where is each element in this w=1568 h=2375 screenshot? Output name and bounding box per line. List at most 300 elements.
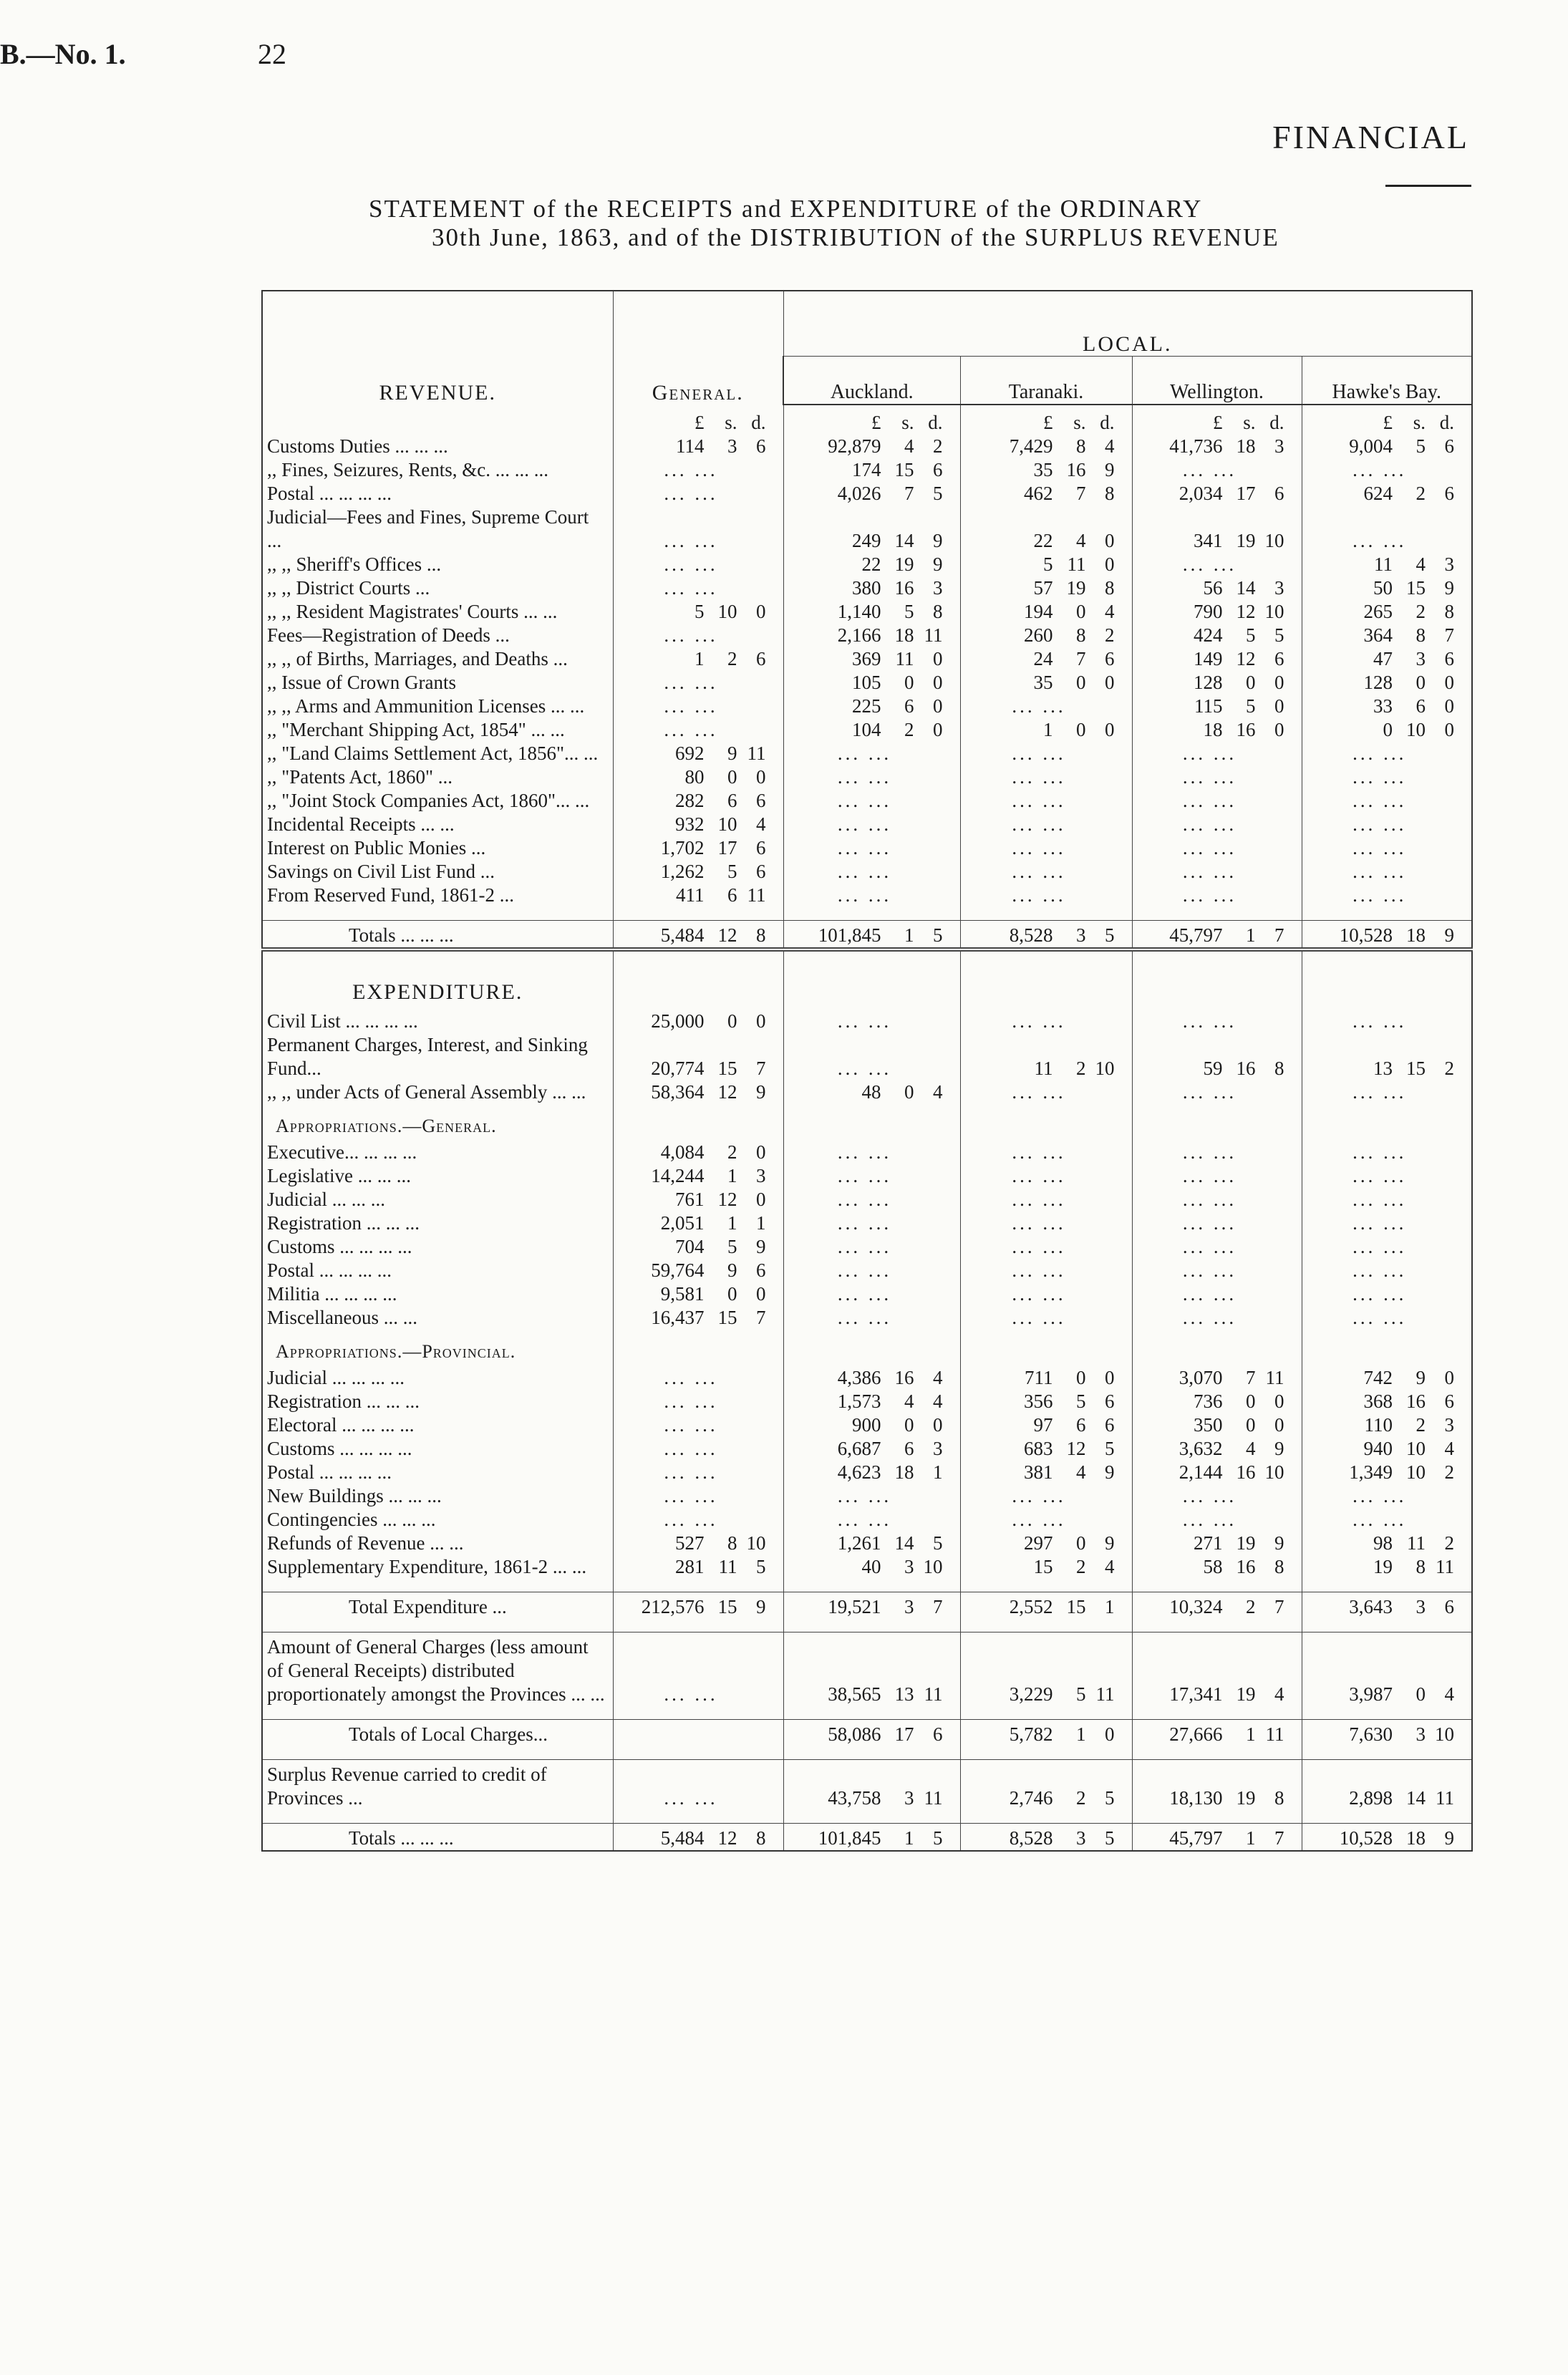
- amount-cell: [613, 765, 783, 789]
- blank-cell: [1132, 1746, 1302, 1760]
- shillings: 19: [1236, 1787, 1256, 1809]
- pounds: 58: [1203, 1556, 1223, 1577]
- row-label: Postal ... ... ... ...: [262, 1259, 613, 1282]
- revenue-row: [262, 671, 1472, 695]
- provincial-appropriation-row: [262, 1508, 1472, 1532]
- blank-cell: [960, 1706, 1132, 1720]
- pence: 11: [924, 1787, 943, 1809]
- amount-cell: [960, 1461, 1132, 1484]
- pounds: 260: [1024, 624, 1053, 646]
- amount: [614, 789, 783, 813]
- pence: 0: [1274, 1390, 1284, 1412]
- row-label: ,, ,, Resident Magistrates' Courts ... ...: [262, 600, 613, 624]
- blank-cell: [1302, 1746, 1472, 1760]
- shillings: 15: [717, 1307, 737, 1328]
- pence: 11: [1436, 1556, 1454, 1577]
- amount: [1302, 1595, 1472, 1619]
- amount: [1133, 1723, 1302, 1746]
- general-appropriation-row: [262, 1306, 1472, 1330]
- amount-cell: [1302, 1413, 1472, 1437]
- revenue-row: [262, 695, 1472, 718]
- revenue-row: [262, 765, 1472, 789]
- amount: [614, 1010, 783, 1033]
- pounds: 101,845: [818, 1827, 881, 1849]
- empty-marker: ... ...: [1352, 1307, 1407, 1328]
- amount-cell: [960, 1259, 1132, 1282]
- pence: 2: [1444, 1461, 1454, 1483]
- empty-marker: ... ...: [1012, 1509, 1066, 1530]
- pence: 6: [1444, 1596, 1454, 1617]
- pence: 0: [1444, 719, 1454, 740]
- row-label: ,, Issue of Crown Grants: [262, 671, 613, 695]
- provincial-appropriation-row: [262, 1461, 1472, 1484]
- pence: 11: [924, 1683, 943, 1705]
- amount-cell: [960, 742, 1132, 765]
- statement-body: [262, 405, 1472, 1851]
- pounds: 297: [1024, 1532, 1053, 1554]
- pounds: 281: [675, 1556, 705, 1577]
- shillings: 18: [1406, 1827, 1426, 1849]
- amount: [961, 482, 1132, 506]
- empty-marker: ... ...: [1012, 1259, 1066, 1281]
- unit-shillings: s.: [1413, 412, 1426, 433]
- shillings: 5: [727, 861, 737, 882]
- unit-shillings: s.: [725, 412, 737, 433]
- pounds: 104: [852, 719, 881, 740]
- amount-cell: [783, 506, 960, 553]
- local-column-header: LOCAL.: [783, 291, 1472, 357]
- amount-cell: [960, 765, 1132, 789]
- amount-cell: [783, 1555, 960, 1579]
- amount-cell: [613, 1188, 783, 1211]
- blank-cell: [1132, 1706, 1302, 1720]
- pence: 0: [756, 1189, 766, 1210]
- amount-cell: [1302, 1282, 1472, 1306]
- amount-cell: [1302, 884, 1472, 907]
- amount-cell: [783, 1211, 960, 1235]
- empty-marker: ... ...: [664, 577, 718, 599]
- amount: [1302, 1057, 1472, 1080]
- shillings: 7: [904, 483, 914, 504]
- empty-marker: ... ...: [837, 1307, 892, 1328]
- amount: [1133, 1555, 1302, 1579]
- amount-cell: [1302, 836, 1472, 860]
- shillings: 1: [727, 1165, 737, 1186]
- row-label: ,, ,, under Acts of General Assembly ... ...: [262, 1080, 613, 1104]
- empty-marker: ... ...: [837, 1259, 892, 1281]
- revenue-row: [262, 458, 1472, 482]
- amount-cell: [783, 695, 960, 718]
- amount: [784, 529, 960, 553]
- pence: 8: [1105, 577, 1115, 599]
- amount: [961, 1057, 1132, 1080]
- pence: 4: [1105, 1556, 1115, 1577]
- amount: [784, 1555, 960, 1579]
- pounds: 24: [1033, 648, 1053, 669]
- shillings: 1: [1246, 1723, 1256, 1745]
- general-appropriation-row: [262, 1259, 1472, 1282]
- shillings: 3: [727, 435, 737, 457]
- amount-cell: [783, 1720, 960, 1747]
- amount: [1133, 1057, 1302, 1080]
- amount: [1133, 1532, 1302, 1555]
- amount-cell: [960, 1235, 1132, 1259]
- shillings: 15: [717, 1058, 737, 1079]
- amount: [614, 1080, 783, 1104]
- amount-cell: [960, 1306, 1132, 1330]
- pounds: 462: [1024, 483, 1053, 504]
- pence: 9: [1105, 459, 1115, 480]
- unit-shillings: s.: [1073, 412, 1086, 433]
- pounds: 3,987: [1349, 1683, 1393, 1705]
- amount: [1133, 1786, 1302, 1810]
- amount-cell: [1132, 1010, 1302, 1033]
- amount: [784, 1461, 960, 1484]
- spacer-row: [262, 1579, 1472, 1592]
- pounds: 4,623: [837, 1461, 881, 1483]
- pence: 0: [756, 766, 766, 788]
- blank-cell: [1132, 1330, 1302, 1366]
- general-appropriations-heading: [262, 1104, 1472, 1141]
- pounds: 10,324: [1169, 1596, 1223, 1617]
- spacer-row: [262, 949, 1472, 964]
- amount: [784, 1437, 960, 1461]
- pounds: 8,528: [1009, 1827, 1053, 1849]
- shillings: 11: [718, 1556, 737, 1577]
- provincial-appropriation-row: [262, 1437, 1472, 1461]
- amount-cell: [1132, 836, 1302, 860]
- empty-marker: ... ...: [1352, 1189, 1407, 1210]
- pounds: 10,528: [1339, 924, 1393, 946]
- shillings: 16: [1236, 1556, 1256, 1577]
- amount: [1302, 718, 1472, 742]
- pence: 3: [756, 1165, 766, 1186]
- row-label: From Reserved Fund, 1861-2 ...: [262, 884, 613, 907]
- amount-cell: [1132, 458, 1302, 482]
- amount-cell: [1132, 506, 1302, 553]
- empty-marker: ... ...: [1012, 743, 1066, 764]
- amount: [1302, 671, 1472, 695]
- amount-cell: [613, 789, 783, 813]
- amount-cell: [783, 458, 960, 482]
- pounds: 128: [1194, 672, 1223, 693]
- amount-cell: [783, 624, 960, 647]
- blank-cell: [613, 1330, 783, 1366]
- row-label: ,, ,, Sheriff's Offices ...: [262, 553, 613, 576]
- amount-cell: [783, 1010, 960, 1033]
- pounds: 80: [684, 766, 705, 788]
- pence: 5: [1105, 1787, 1115, 1809]
- pence: 0: [1444, 695, 1454, 717]
- empty-marker: ... ...: [1352, 1259, 1407, 1281]
- revenue-row: [262, 813, 1472, 836]
- pounds: 110: [1364, 1414, 1393, 1436]
- empty-marker: ... ...: [664, 695, 718, 717]
- pounds: 19,521: [828, 1596, 881, 1617]
- shillings: 5: [727, 1236, 737, 1257]
- amount-cell: [1132, 1437, 1302, 1461]
- amount-cell: [1132, 647, 1302, 671]
- amount: [961, 529, 1132, 553]
- amount: [1302, 1461, 1472, 1484]
- pence: 0: [1105, 719, 1115, 740]
- totals-local-charges-row: [262, 1720, 1472, 1747]
- pounds: 17,341: [1169, 1683, 1223, 1705]
- amount-cell: [613, 1235, 783, 1259]
- pence: 10: [923, 1556, 943, 1577]
- revenue-column-header: REVENUE.: [262, 291, 613, 405]
- pence: 7: [1274, 1596, 1284, 1617]
- shillings: 0: [904, 1081, 914, 1103]
- amount: [614, 742, 783, 765]
- unit-pounds: £: [1043, 412, 1053, 433]
- pounds: 14,244: [651, 1165, 705, 1186]
- blank-cell: [1132, 907, 1302, 921]
- blank-cell: [1302, 1104, 1472, 1141]
- amount: [784, 671, 960, 695]
- shillings: 4: [1246, 1438, 1256, 1459]
- amount: [784, 1366, 960, 1390]
- pence: 4: [756, 813, 766, 835]
- page-number: 22: [258, 38, 286, 70]
- blank-cell: [960, 1104, 1132, 1141]
- pence: 9: [756, 1236, 766, 1257]
- provincial-appropriation-row: [262, 1413, 1472, 1437]
- pounds: 5,484: [660, 924, 705, 946]
- blank-cell: [783, 949, 960, 964]
- pounds: 2,898: [1349, 1787, 1393, 1809]
- pence: 4: [1105, 601, 1115, 622]
- empty-marker: ... ...: [1352, 459, 1407, 480]
- pounds: 364: [1363, 624, 1393, 646]
- pence: 1: [756, 1212, 766, 1234]
- pence: 0: [1105, 672, 1115, 693]
- pence: 0: [1274, 695, 1284, 717]
- amount-cell: [613, 1164, 783, 1188]
- pounds: 790: [1194, 601, 1223, 622]
- row-label: Electoral ... ... ... ...: [262, 1413, 613, 1437]
- amount: [784, 1723, 960, 1746]
- shillings: 9: [727, 743, 737, 764]
- unit-pounds: £: [1213, 412, 1223, 433]
- amount-cell: [613, 1437, 783, 1461]
- empty-marker: ... ...: [1182, 743, 1237, 764]
- shillings: 0: [1076, 1532, 1086, 1554]
- shillings: 19: [1066, 577, 1086, 599]
- amount: [1133, 482, 1302, 506]
- shillings: 10: [717, 601, 737, 622]
- blank-cell: [1302, 907, 1472, 921]
- amount: [961, 576, 1132, 600]
- shillings: 16: [1066, 459, 1086, 480]
- empty-marker: ... ...: [1012, 813, 1066, 835]
- amount-cell: [613, 1484, 783, 1508]
- amount-cell: [1302, 742, 1472, 765]
- shillings: 1: [1246, 1827, 1256, 1849]
- statement-title-line-1: STATEMENT of the RECEIPTS and EXPENDITURE of the ORDINARY: [369, 195, 1203, 223]
- pounds: 194: [1024, 601, 1053, 622]
- pounds: 5,484: [660, 1827, 705, 1849]
- pounds: 380: [852, 577, 881, 599]
- empty-marker: ... ...: [664, 553, 718, 575]
- row-label: Judicial ... ... ...: [262, 1188, 613, 1211]
- pence: 3: [933, 1438, 943, 1459]
- amount-cell: [613, 921, 783, 950]
- pence: 6: [1444, 1390, 1454, 1412]
- shillings: 0: [1415, 1683, 1426, 1705]
- amount-cell: [960, 1033, 1132, 1080]
- row-label: Militia ... ... ... ...: [262, 1282, 613, 1306]
- row-label: Miscellaneous ... ...: [262, 1306, 613, 1330]
- pence: 5: [756, 1556, 766, 1577]
- row-label: Savings on Civil List Fund ...: [262, 860, 613, 884]
- amount-cell: [1302, 553, 1472, 576]
- shillings: 1: [1076, 1723, 1086, 1745]
- pounds: 2,051: [660, 1212, 705, 1234]
- row-label: ,, "Patents Act, 1860" ...: [262, 765, 613, 789]
- pence: 4: [1444, 1683, 1454, 1705]
- amount-cell: [1132, 813, 1302, 836]
- row-label: Refunds of Revenue ... ...: [262, 1532, 613, 1555]
- row-label: Customs ... ... ... ...: [262, 1235, 613, 1259]
- row-label: Interest on Public Monies ...: [262, 836, 613, 860]
- amount: [614, 1188, 783, 1211]
- amount-cell: [1132, 1461, 1302, 1484]
- amount: [1302, 1827, 1472, 1850]
- empty-marker: ... ...: [1352, 1141, 1407, 1163]
- pounds: 3,632: [1179, 1438, 1223, 1459]
- shillings: 6: [727, 790, 737, 811]
- amount: [1302, 624, 1472, 647]
- amount: [961, 553, 1132, 576]
- row-label: Totals of Local Charges...: [262, 1720, 613, 1747]
- pounds: 59,764: [651, 1259, 705, 1281]
- amount: [961, 718, 1132, 742]
- amount-cell: [783, 1484, 960, 1508]
- section-title: FINANCIAL: [1272, 119, 1469, 155]
- empty-marker: ... ...: [1352, 1165, 1407, 1186]
- pence: 1: [1105, 1596, 1115, 1617]
- amount-cell: [783, 1306, 960, 1330]
- amount-cell: [1302, 1592, 1472, 1620]
- amount: [1133, 1827, 1302, 1850]
- row-label: ,, ,, District Courts ...: [262, 576, 613, 600]
- amount: [1133, 1437, 1302, 1461]
- provincial-appropriation-row: [262, 1484, 1472, 1508]
- shillings: 2: [727, 1141, 737, 1163]
- amount-cell: [613, 553, 783, 576]
- revenue-row: [262, 600, 1472, 624]
- amount: [961, 1413, 1132, 1437]
- amount-cell: [613, 1720, 783, 1747]
- pence: 0: [1274, 672, 1284, 693]
- revenue-row: [262, 860, 1472, 884]
- shillings: 14: [1406, 1787, 1426, 1809]
- shillings: 11: [1407, 1532, 1426, 1554]
- pounds: 6,687: [837, 1438, 881, 1459]
- empty-marker: ... ...: [837, 1058, 892, 1079]
- empty-marker: ... ...: [1182, 1259, 1237, 1281]
- shillings: 3: [904, 1787, 914, 1809]
- pounds: 350: [1194, 1414, 1223, 1436]
- amount-cell: [613, 695, 783, 718]
- amount-cell: [1302, 1259, 1472, 1282]
- amount-cell: [613, 1532, 783, 1555]
- amount: [614, 435, 783, 458]
- pounds: 35: [1033, 459, 1053, 480]
- amount: [961, 1723, 1132, 1746]
- shillings: 17: [1236, 483, 1256, 504]
- pounds: 368: [1363, 1390, 1393, 1412]
- units: [614, 411, 783, 435]
- grand-totals-row: [262, 1824, 1472, 1852]
- empty-marker: ... ...: [1352, 1236, 1407, 1257]
- empty-marker: ... ...: [1012, 1081, 1066, 1103]
- amount: [1302, 1532, 1472, 1555]
- pence: 10: [1264, 601, 1284, 622]
- empty-marker: ... ...: [837, 743, 892, 764]
- amount-cell: [783, 1080, 960, 1104]
- pounds: 3,070: [1179, 1367, 1223, 1388]
- amount-cell: [960, 1282, 1132, 1306]
- pence: 8: [1105, 483, 1115, 504]
- pence: 0: [756, 1283, 766, 1305]
- pence: 3: [1274, 577, 1284, 599]
- pounds: 736: [1194, 1390, 1223, 1412]
- amount-cell: [960, 836, 1132, 860]
- blank-cell: [1132, 964, 1302, 1010]
- amount-cell: [960, 1760, 1132, 1811]
- amount: [961, 647, 1132, 671]
- amount-cell: [1302, 647, 1472, 671]
- pence: 7: [933, 1596, 943, 1617]
- amount-cell: [1132, 1306, 1302, 1330]
- charges-row: [262, 1080, 1472, 1104]
- pounds: 97: [1033, 1414, 1053, 1436]
- pounds: 1,573: [837, 1390, 881, 1412]
- pence: 8: [756, 924, 766, 946]
- row-label: Registration ... ... ...: [262, 1390, 613, 1413]
- pence: 7: [756, 1307, 766, 1328]
- amount-cell: [1302, 765, 1472, 789]
- shillings: 8: [1076, 435, 1086, 457]
- pence: 9: [1274, 1532, 1284, 1554]
- blank-cell: [613, 1746, 783, 1760]
- pence: 10: [1264, 530, 1284, 551]
- amount: [1133, 1390, 1302, 1413]
- amount: [614, 1141, 783, 1164]
- amount-cell: [1302, 921, 1472, 950]
- empty-marker: ... ...: [664, 1683, 718, 1705]
- amount-cell: [960, 921, 1132, 950]
- amount: [784, 1390, 960, 1413]
- blank-cell: [1132, 1619, 1302, 1632]
- empty-marker: ... ...: [837, 1236, 892, 1257]
- pounds: 940: [1363, 1438, 1393, 1459]
- amount: [1302, 435, 1472, 458]
- blank-cell: [783, 964, 960, 1010]
- shillings: 15: [717, 1596, 737, 1617]
- empty-marker: ... ...: [664, 1485, 718, 1506]
- amount-cell: [1132, 1282, 1302, 1306]
- amount-cell: [783, 647, 960, 671]
- amount-cell: [960, 1437, 1132, 1461]
- amount-cell: [783, 600, 960, 624]
- general-appropriation-row: [262, 1141, 1472, 1164]
- amount-cell: [613, 1141, 783, 1164]
- shillings: 0: [1076, 672, 1086, 693]
- pounds: 225: [852, 695, 881, 717]
